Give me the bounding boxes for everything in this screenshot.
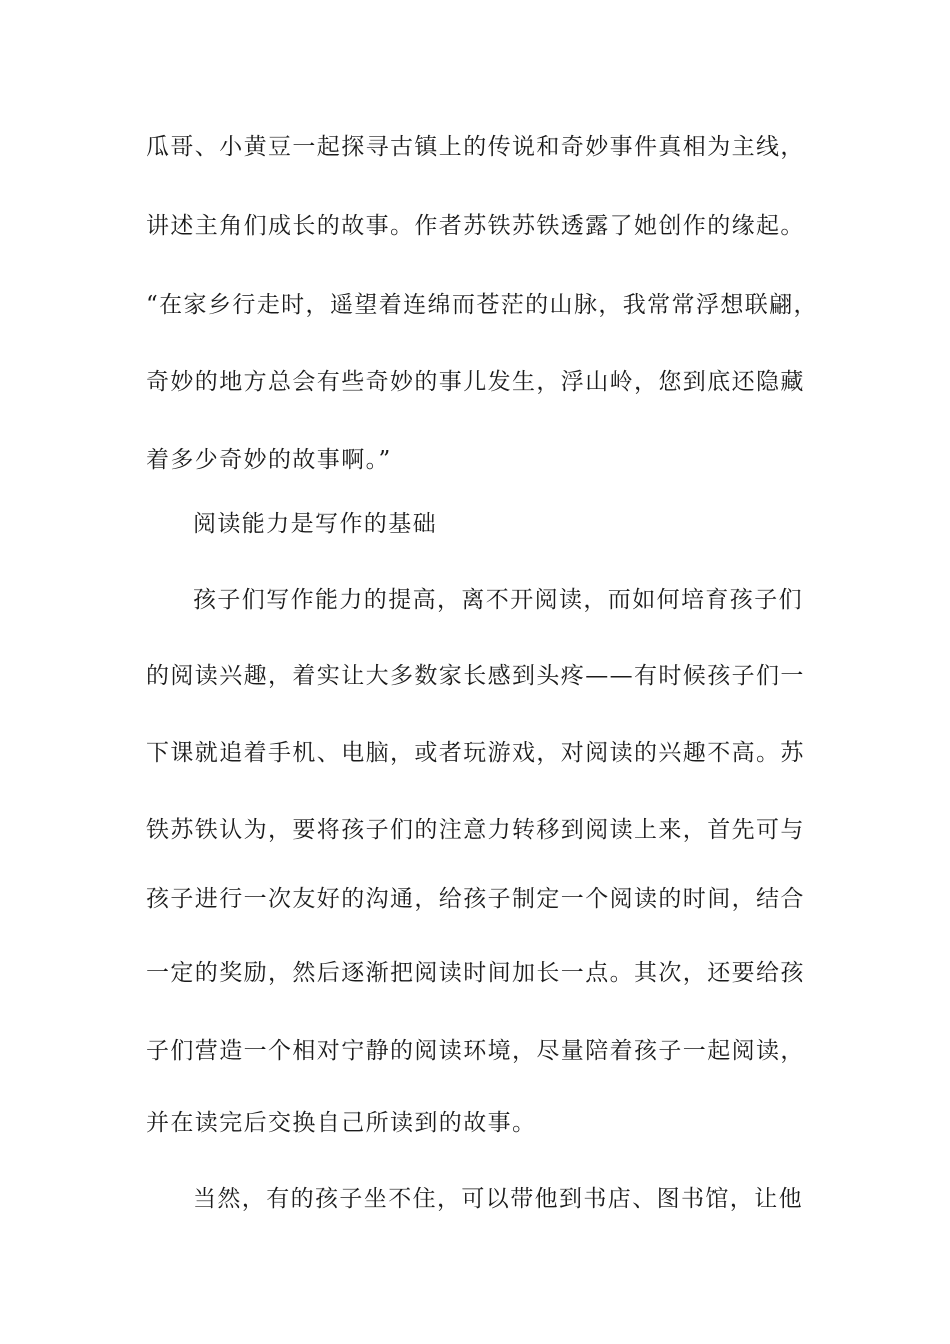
text-line: 子们营造一个相对宁静的阅读环境，尽量陪着孩子一起阅读， — [146, 1038, 805, 1064]
text-line: 当然，有的孩子坐不住，可以带他到书店、图书馆，让他 — [193, 1186, 803, 1212]
section-heading: 阅读能力是写作的基础 — [193, 511, 437, 537]
text-line: 着多少奇妙的故事啊。” — [146, 447, 392, 473]
text-line: 孩子们写作能力的提高，离不开阅读，而如何培育孩子们 — [193, 587, 803, 613]
text-line: 下课就追着手机、电脑，或者玩游戏，对阅读的兴趣不高。苏 — [146, 740, 805, 766]
text-line: 奇妙的地方总会有些奇妙的事儿发生，浮山岭，您到底还隐藏 — [146, 369, 805, 395]
text-line: 瓜哥、小黄豆一起探寻古镇上的传说和奇妙事件真相为主线， — [146, 134, 805, 160]
text-line: 孩子进行一次友好的沟通，给孩子制定一个阅读的时间，结合 — [146, 886, 805, 912]
text-line: 一定的奖励，然后逐渐把阅读时间加长一点。其次，还要给孩 — [146, 960, 805, 986]
text-line: 并在读完后交换自己所读到的故事。 — [146, 1110, 537, 1136]
text-line: 的阅读兴趣，着实让大多数家长感到头疼——有时候孩子们一 — [146, 663, 805, 689]
text-line: “在家乡行走时，遥望着连绵而苍茫的山脉，我常常浮想联翩， — [146, 292, 818, 318]
text-line: 铁苏铁认为，要将孩子们的注意力转移到阅读上来，首先可与 — [146, 817, 805, 843]
text-line: 讲述主角们成长的故事。作者苏铁苏铁透露了她创作的缘起。 — [146, 213, 805, 239]
